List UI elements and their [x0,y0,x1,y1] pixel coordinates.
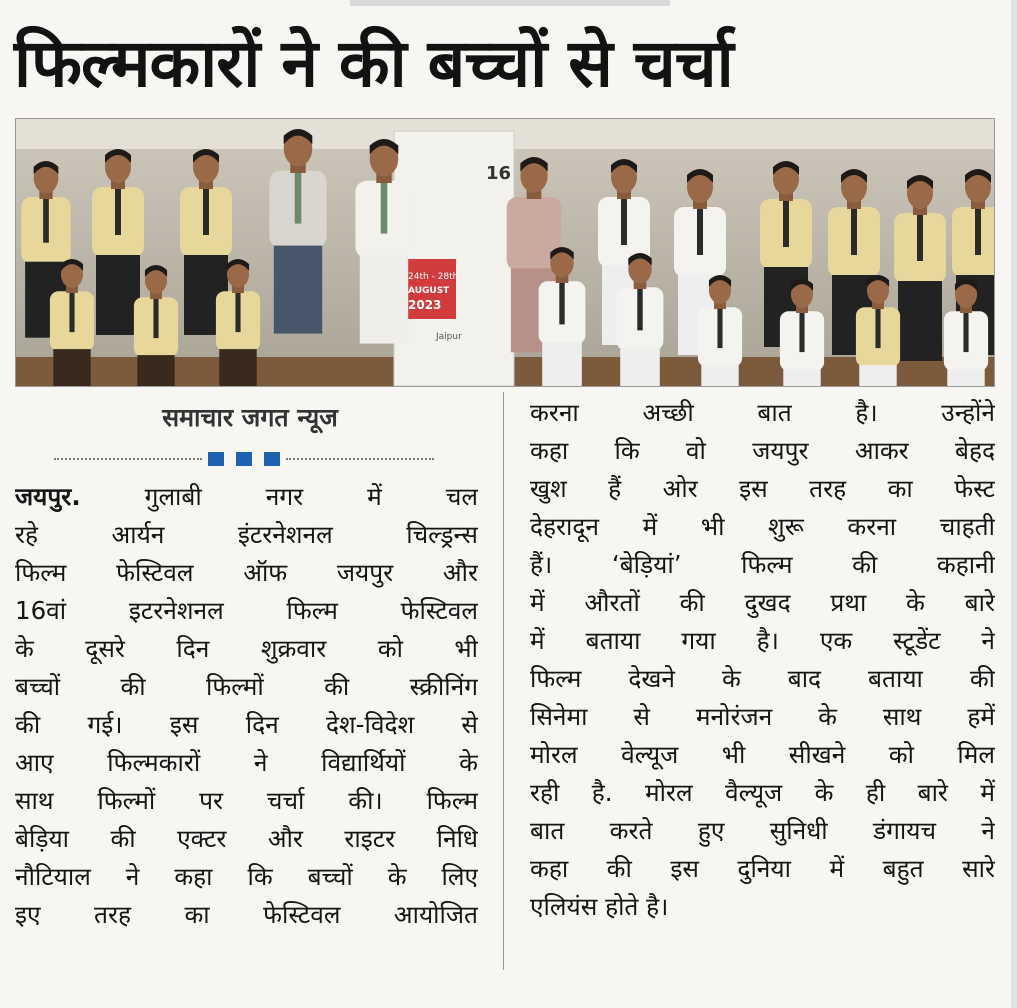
article-line: कहा कि वो जयपुर आकर बेहद [530,436,995,465]
blue-square [236,452,252,466]
right-edge-bar [1011,0,1017,1008]
byline-ornament [54,452,434,466]
first-line-text: गुलाबी नगर में चल [144,482,478,511]
article-line: रहे आर्यन इंटरनेशनल चिल्ड्रन्स [15,520,478,549]
standee-venue: Jaipur [436,332,462,342]
article-line: मोरल वेल्यूज भी सीखने को मिल [530,740,995,769]
article-line: खुश हैं ओर इस तरह का फेस्ट [530,474,995,503]
byline: समाचार जगत न्यूज [162,403,338,432]
article-line: हैं। ‘बेड़ियां’ फिल्म की कहानी [530,550,995,579]
standee-month: AUGUST [408,286,450,296]
article-line: इए तरह का फेस्टिवल आयोजित [15,900,478,929]
news-photo [15,118,995,387]
headline: फिल्मकारों ने की बच्चों से चर्चा [14,25,733,102]
article-line: करना अच्छी बात है। उन्होंने [530,398,995,427]
article-line: आए फिल्मकारों ने विद्यार्थियों के [15,748,478,777]
festival-standee [394,131,514,386]
byline-block [15,398,485,438]
article-line: बच्चों की फिल्मों की स्क्रीनिंग [15,672,478,701]
article-line [15,478,478,516]
dateline: जयपुर. [15,482,81,511]
standee-number: 16 [486,163,512,184]
standee-dates: 24th - 28th [408,272,459,282]
article-line: फिल्म देखने के बाद बताया की [530,664,995,693]
dotted-rule-right [286,458,434,460]
article-line: के दूसरे दिन शुक्रवार को भी [15,634,478,663]
blue-square [208,452,224,466]
blue-square [264,452,280,466]
column-divider [503,392,504,970]
article-line: सिनेमा से मनोरंजन के साथ हमें [530,702,995,731]
dotted-rule-left [54,458,202,460]
article-line: फिल्म फेस्टिवल ऑफ जयपुर और [15,558,478,587]
article-line: कहा की इस दुनिया में बहुत सारे [530,854,995,883]
article-column-1 [15,478,478,934]
photo-illustration [16,119,994,386]
article-column-2 [530,394,995,926]
top-edge-bar [350,0,670,6]
article-line: देहरादून में भी शुरू करना चाहती [530,512,995,541]
article-line: 16वां इटरनेशनल फिल्म फेस्टिवल [15,596,478,625]
article-line: बात करते हुए सुनिधी डंगायच ने [530,816,995,845]
article-line: नौटियाल ने कहा कि बच्चों के लिए [15,862,478,891]
article-line: रही है. मोरल वैल्यूज के ही बारे में [530,778,995,807]
article-line: बेड़िया की एक्टर और राइटर निधि [15,824,478,853]
article-line: की गई। इस दिन देश-विदेश से [15,710,478,739]
article-line: में बताया गया है। एक स्टूडेंट ने [530,626,995,655]
article-line: साथ फिल्मों पर चर्चा की। फिल्म [15,786,478,815]
article-last-line: एलियंस होते है। [530,892,669,921]
article-line: में औरतों की दुखद प्रथा के बारे [530,588,995,617]
standee-year: 2023 [408,298,442,312]
